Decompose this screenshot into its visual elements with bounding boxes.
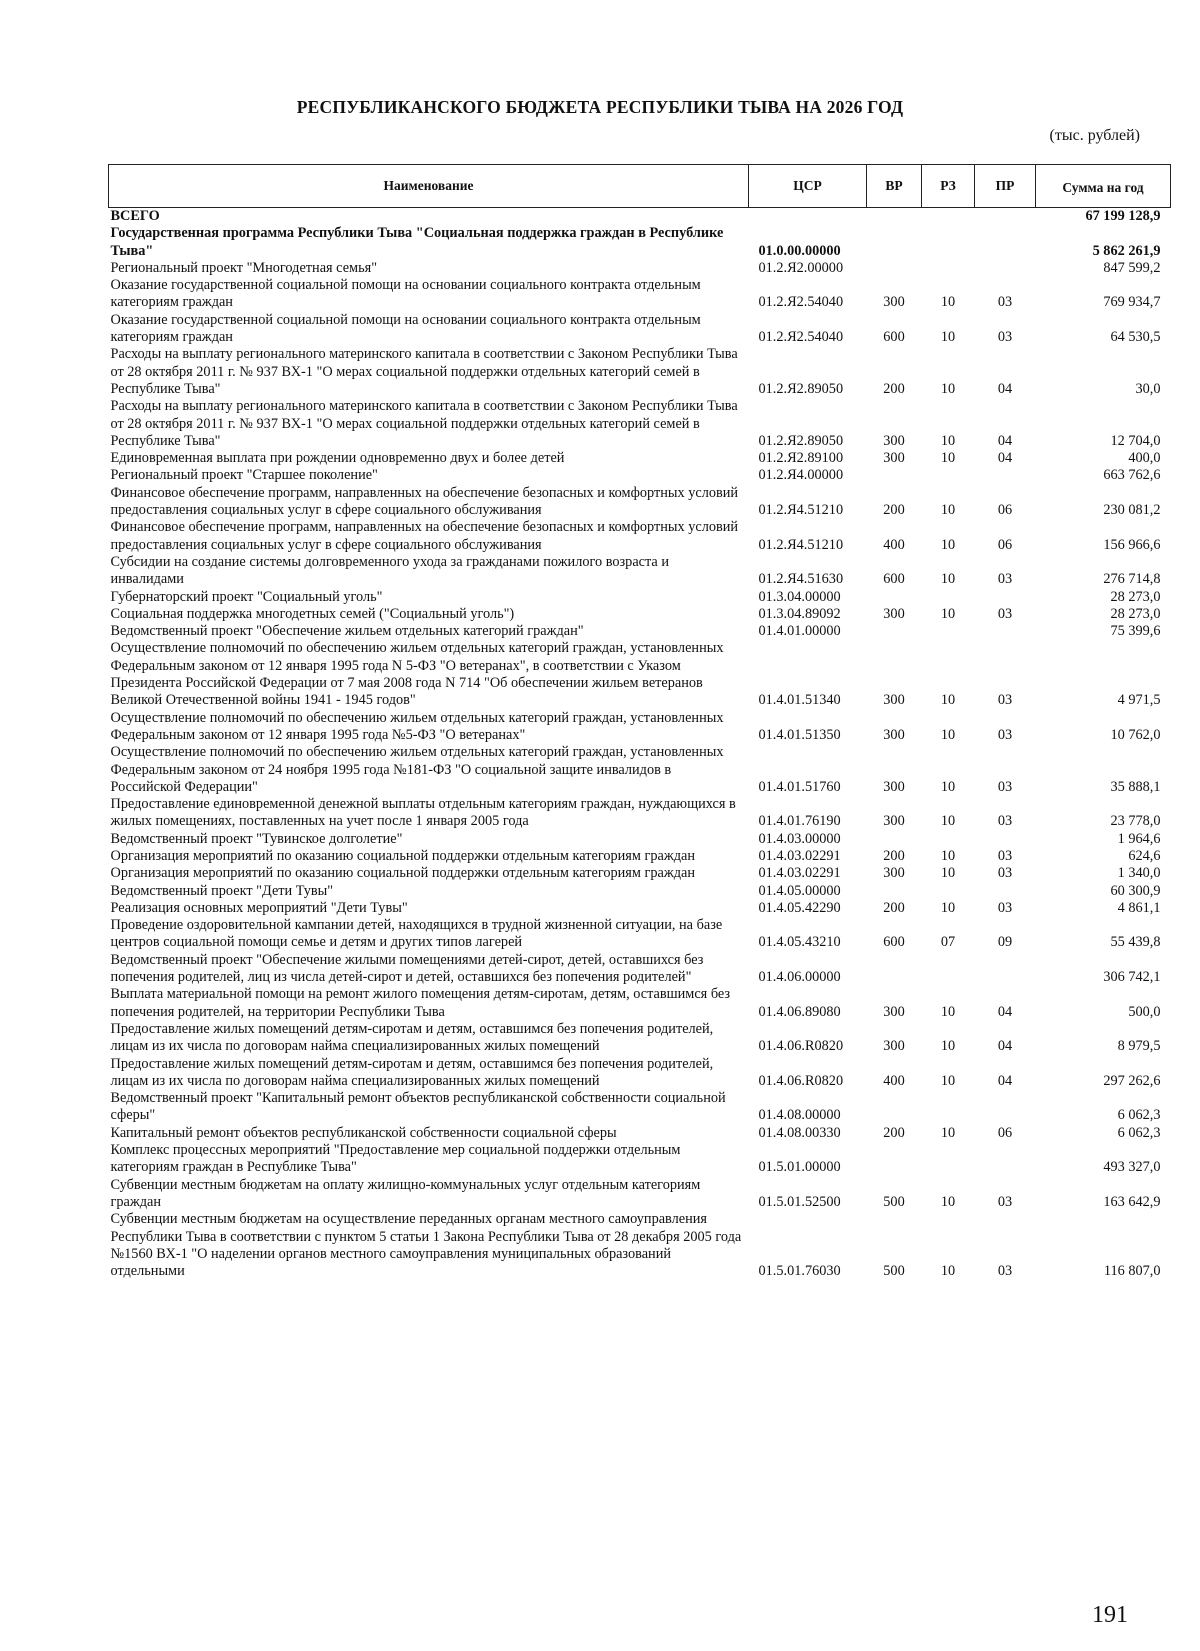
row-csr: 01.2.Я2.00000 [758, 259, 844, 276]
row-name: Ведомственный проект "Тувинское долголетие" [110, 830, 403, 847]
row-rz: 10 [940, 847, 956, 864]
row-vr: 300 [883, 432, 905, 449]
row-vr: 400 [883, 1072, 905, 1089]
total-label: ВСЕГО [110, 208, 160, 224]
row-rz: 10 [940, 778, 956, 795]
row-csr: 01.4.01.51760 [758, 778, 841, 795]
table-row [109, 225, 1171, 260]
row-pr: 04 [997, 432, 1013, 449]
row-pr [975, 260, 1036, 277]
row-csr: 01.4.01.76190 [758, 813, 841, 830]
table-row [109, 1090, 1171, 1125]
row-name: Расходы на выплату регионального материнского капитала в соответствии с Законом Республики Тыва от 28 октября 2011 г. № 937 ВХ-1 "О мерах социальной поддержки отдельных категорий семей в Республике Тыва" [110, 398, 738, 449]
budget-table [108, 164, 1171, 1280]
row-name: Социальная поддержка многодетных семей ("Социальный уголь") [110, 605, 515, 622]
table-row [109, 398, 1171, 450]
row-name: Осуществление полномочий по обеспечению жильем отдельных категорий граждан, установленных Федеральным законом от 24 ноября 1995 года №181-ФЗ "О социальной защите инвалидов в Российской Федерации" [110, 744, 724, 795]
table-row [109, 952, 1171, 987]
row-rz [922, 623, 975, 640]
row-vr [867, 260, 922, 277]
row-pr [975, 952, 1036, 987]
row-pr: 03 [997, 813, 1013, 830]
row-sum: 306 742,1 [1103, 969, 1161, 986]
table-row [109, 346, 1171, 398]
row-csr: 01.4.05.42290 [758, 899, 841, 916]
row-vr: 300 [883, 1003, 905, 1020]
row-csr: 01.4.01.51350 [758, 726, 841, 743]
row-vr [867, 1142, 922, 1177]
table-row [109, 796, 1171, 831]
row-vr: 400 [883, 536, 905, 553]
row-vr [867, 1090, 922, 1125]
row-csr: 01.2.Я4.51210 [758, 536, 844, 553]
row-rz: 10 [940, 1038, 956, 1055]
row-rz: 10 [940, 899, 956, 916]
row-vr: 200 [883, 847, 905, 864]
row-vr: 300 [883, 1038, 905, 1055]
column-header-csr: ЦСР [749, 165, 867, 208]
row-pr: 03 [997, 1263, 1013, 1280]
table-row [109, 831, 1171, 848]
table-row [109, 986, 1171, 1021]
row-name: Ведомственный проект "Обеспечение жилыми помещениями детей-сирот, детей, оставшихся без попечения родителей, лиц из числа детей-сирот и детей, оставшихся без попечения родителей" [110, 951, 704, 986]
row-rz: 10 [940, 432, 956, 449]
row-sum: 28 273,0 [1110, 588, 1161, 605]
row-rz [922, 883, 975, 900]
table-row [109, 1021, 1171, 1056]
row-pr: 03 [997, 778, 1013, 795]
row-name: Проведение оздоровительной кампании детей, находящихся в трудной жизненной ситуации, на базе центров социальной помощи семье и детям и других типов лагерей [110, 917, 723, 951]
row-vr [867, 225, 922, 260]
table-body [109, 208, 1171, 1281]
table-row [109, 450, 1171, 467]
row-name: Организация мероприятий по оказанию социальной поддержки отдельным категориям граждан [110, 865, 695, 882]
row-name: Губернаторский проект "Социальный уголь" [110, 588, 383, 605]
row-name: Ведомственный проект "Капитальный ремонт объектов республиканской собственности социальной сферы" [110, 1090, 726, 1124]
row-vr: 300 [883, 778, 905, 795]
row-name: Расходы на выплату регионального материнского капитала в соответствии с Законом Республики Тыва от 28 октября 2011 г. № 937 ВХ-1 "О мерах социальной поддержки отдельных категорий семей в Республике Тыва" [110, 346, 738, 397]
row-vr: 500 [883, 1263, 905, 1280]
row-name: Финансовое обеспечение программ, направленных на обеспечение безопасных и комфортных условий предоставления социальных услуг в сфере социального обслуживания [110, 519, 739, 553]
row-sum: 156 966,6 [1103, 536, 1161, 553]
row-csr: 01.4.06.R0820 [758, 1072, 844, 1089]
table-row [109, 883, 1171, 900]
row-csr: 01.2.Я4.51210 [758, 502, 844, 519]
row-pr [975, 831, 1036, 848]
row-sum: 30,0 [1135, 380, 1161, 397]
row-rz: 10 [940, 605, 956, 622]
units-label: (тыс. рублей) [1049, 127, 1140, 144]
row-rz [922, 831, 975, 848]
row-sum: 5 862 261,9 [1092, 242, 1161, 259]
row-name: Финансовое обеспечение программ, направленных на обеспечение безопасных и комфортных условий предоставления социальных услуг в сфере социального обслуживания [110, 484, 739, 519]
row-rz: 10 [940, 813, 956, 830]
row-vr: 500 [883, 1193, 905, 1210]
column-header-rz: РЗ [922, 165, 975, 208]
row-csr: 01.4.05.00000 [758, 882, 841, 899]
row-sum: 847 599,2 [1103, 259, 1161, 276]
row-rz [922, 260, 975, 277]
row-name: Единовременная выплата при рождении одновременно двух и более детей [110, 450, 565, 467]
row-csr: 01.4.06.R0820 [758, 1038, 844, 1055]
row-rz: 07 [940, 934, 956, 951]
row-rz: 10 [940, 1003, 956, 1020]
table-row [109, 623, 1171, 640]
table-row [109, 277, 1171, 312]
row-csr: 01.5.01.52500 [758, 1193, 841, 1210]
row-rz [922, 467, 975, 484]
table-row [109, 710, 1171, 745]
row-name: Оказание государственной социальной помощи на основании социального контракта отдельным категориям граждан [110, 277, 701, 311]
row-vr: 300 [883, 813, 905, 830]
row-vr: 300 [883, 692, 905, 709]
row-sum: 60 300,9 [1110, 882, 1161, 899]
row-rz: 10 [940, 865, 956, 882]
row-pr [975, 1142, 1036, 1177]
row-pr [975, 467, 1036, 484]
row-sum: 663 762,6 [1103, 467, 1161, 484]
table-row [109, 900, 1171, 917]
row-sum: 116 807,0 [1103, 1263, 1161, 1280]
row-pr: 04 [997, 1038, 1013, 1055]
row-name: Комплекс процессных мероприятий "Предоставление мер социальной поддержки отдельным категориям граждан в Республике Тыва" [110, 1142, 681, 1176]
row-sum: 624,6 [1128, 847, 1161, 864]
row-vr: 200 [883, 899, 905, 916]
row-vr: 600 [883, 934, 905, 951]
row-sum: 230 081,2 [1103, 502, 1161, 519]
row-csr: 01.2.Я2.89100 [758, 450, 844, 467]
row-rz [922, 952, 975, 987]
row-pr: 03 [997, 571, 1013, 588]
row-csr: 01.5.01.00000 [758, 1159, 841, 1176]
row-sum: 23 778,0 [1110, 813, 1161, 830]
row-csr: 01.4.03.00000 [758, 830, 841, 847]
row-rz: 10 [940, 294, 956, 311]
row-csr: 01.4.08.00000 [758, 1107, 841, 1124]
row-pr: 03 [997, 329, 1013, 346]
table-row [109, 519, 1171, 554]
row-sum: 493 327,0 [1103, 1159, 1161, 1176]
table-row [109, 865, 1171, 882]
row-pr: 04 [997, 1003, 1013, 1020]
row-name: Осуществление полномочий по обеспечению жильем отдельных категорий граждан, установленных Федеральным законом от 12 января 1995 года N 5-ФЗ "О ветеранах", в соответствии с Указом Президента Российской Федерации от 7 мая 2008 года N 714 "Об обеспечении жильем ветеранов Великой Отечественной войны 1941 - 1945 годов" [110, 640, 724, 709]
table-row [109, 1211, 1171, 1280]
table-row [109, 260, 1171, 277]
row-vr: 200 [883, 1124, 905, 1141]
column-header-name: Наименование [109, 165, 749, 208]
row-csr: 01.4.01.51340 [758, 692, 841, 709]
row-pr: 03 [997, 692, 1013, 709]
page-number: 191 [1092, 1602, 1128, 1628]
row-rz: 10 [940, 1263, 956, 1280]
row-csr: 01.2.Я4.51630 [758, 571, 844, 588]
row-name: Оказание государственной социальной помощи на основании социального контракта отдельным категориям граждан [110, 311, 701, 346]
row-rz [922, 589, 975, 606]
row-sum: 1 340,0 [1117, 865, 1161, 882]
row-name: Государственная программа Республики Тыва "Социальная поддержка граждан в Республике Тыва" [110, 225, 724, 259]
row-name: Субвенции местным бюджетам на оплату жилищно-коммунальных услуг отдельным категориям граждан [110, 1176, 701, 1210]
row-pr: 03 [997, 294, 1013, 311]
table-row [109, 1142, 1171, 1177]
row-name: Предоставление жилых помещений детям-сиротам и детям, оставшимся без попечения родителей, лицам из их числа по договорам найма специализированных жилых помещений [110, 1055, 714, 1089]
row-vr: 200 [883, 502, 905, 519]
row-csr: 01.0.00.00000 [758, 242, 841, 259]
table-row [109, 744, 1171, 796]
row-csr: 01.3.04.89092 [758, 605, 841, 622]
total-row [109, 208, 1171, 226]
table-row [109, 917, 1171, 952]
row-sum: 4 971,5 [1117, 692, 1161, 709]
row-rz: 10 [940, 1193, 956, 1210]
row-vr [867, 831, 922, 848]
column-header-vr: ВР [867, 165, 922, 208]
table-row [109, 1177, 1171, 1212]
row-vr: 200 [883, 380, 905, 397]
row-csr: 01.2.Я2.54040 [758, 329, 844, 346]
row-sum: 4 861,1 [1117, 899, 1161, 916]
row-sum: 75 399,6 [1110, 623, 1161, 640]
row-rz: 10 [940, 536, 956, 553]
row-pr: 04 [997, 380, 1013, 397]
row-sum: 55 439,8 [1110, 934, 1161, 951]
row-csr: 01.4.06.00000 [758, 969, 841, 986]
row-pr [975, 623, 1036, 640]
row-pr: 03 [997, 847, 1013, 864]
row-rz: 10 [940, 329, 956, 346]
row-rz: 10 [940, 692, 956, 709]
table-row [109, 848, 1171, 865]
row-sum: 1 964,6 [1117, 830, 1161, 847]
row-pr: 06 [997, 1124, 1013, 1141]
row-sum: 163 642,9 [1103, 1193, 1161, 1210]
row-vr: 300 [883, 726, 905, 743]
table-row [109, 1056, 1171, 1091]
row-sum: 28 273,0 [1110, 605, 1161, 622]
row-vr: 300 [883, 294, 905, 311]
row-csr: 01.2.Я2.54040 [758, 294, 844, 311]
row-pr: 06 [997, 536, 1013, 553]
row-vr [867, 467, 922, 484]
table-row [109, 640, 1171, 709]
table-row [109, 1125, 1171, 1142]
row-sum: 12 704,0 [1110, 432, 1161, 449]
row-rz [922, 225, 975, 260]
row-csr: 01.4.08.00330 [758, 1124, 841, 1141]
row-name: Предоставление жилых помещений детям-сиротам и детям, оставшимся без попечения родителей, лицам из их числа по договорам найма специализированных жилых помещений [110, 1020, 714, 1055]
row-vr [867, 883, 922, 900]
row-sum: 500,0 [1128, 1003, 1161, 1020]
row-name: Выплата материальной помощи на ремонт жилого помещения детям-сиротам, детям, оставшимся без попечения родителей, на территории Республики Тыва [110, 986, 731, 1020]
table-row [109, 485, 1171, 520]
row-pr [975, 1090, 1036, 1125]
row-rz: 10 [940, 1072, 956, 1089]
row-name: Региональный проект "Старшее поколение" [110, 467, 378, 484]
row-rz: 10 [940, 502, 956, 519]
row-csr: 01.2.Я4.00000 [758, 467, 844, 484]
row-csr: 01.4.05.43210 [758, 934, 841, 951]
row-name: Региональный проект "Многодетная семья" [110, 259, 378, 276]
row-name: Субсидии на создание системы долговременного ухода за гражданами пожилого возраста и инвалидами [110, 553, 670, 588]
row-rz [922, 1090, 975, 1125]
table-header [109, 165, 1171, 208]
row-csr: 01.2.Я2.89050 [758, 432, 844, 449]
row-vr [867, 589, 922, 606]
table-row [109, 467, 1171, 484]
row-pr [975, 225, 1036, 260]
row-pr [975, 883, 1036, 900]
row-csr: 01.4.06.89080 [758, 1003, 841, 1020]
column-header-pr: ПР [975, 165, 1036, 208]
row-pr: 03 [997, 1193, 1013, 1210]
row-pr [975, 589, 1036, 606]
table-row [109, 606, 1171, 623]
row-rz: 10 [940, 450, 956, 467]
row-pr: 06 [997, 502, 1013, 519]
row-rz [922, 1142, 975, 1177]
row-csr: 01.4.01.00000 [758, 623, 841, 640]
column-header-sum: Сумма на год [1036, 165, 1171, 208]
row-name: Ведомственный проект "Обеспечение жильем отдельных категорий граждан" [110, 623, 584, 640]
row-rz: 10 [940, 571, 956, 588]
total-sum: 67 199 128,9 [1085, 208, 1161, 224]
row-rz: 10 [940, 380, 956, 397]
row-pr: 03 [997, 865, 1013, 882]
row-name: Организация мероприятий по оказанию социальной поддержки отдельным категориям граждан [110, 847, 695, 864]
row-vr: 600 [883, 329, 905, 346]
row-sum: 6 062,3 [1117, 1107, 1161, 1124]
row-sum: 35 888,1 [1110, 778, 1161, 795]
row-csr: 01.2.Я2.89050 [758, 380, 844, 397]
row-sum: 10 762,0 [1110, 726, 1161, 743]
row-vr: 300 [883, 605, 905, 622]
row-csr: 01.5.01.76030 [758, 1263, 841, 1280]
row-sum: 6 062,3 [1117, 1124, 1161, 1141]
row-pr: 03 [997, 605, 1013, 622]
row-sum: 64 530,5 [1110, 329, 1161, 346]
row-name: Предоставление единовременной денежной выплаты отдельным категориям граждан, нуждающихся в жилых помещениях, поставленных на учет после 1 января 2005 года [110, 796, 736, 830]
row-name: Капитальный ремонт объектов республиканской собственности социальной сферы [110, 1124, 617, 1141]
table-row [109, 312, 1171, 347]
row-pr: 09 [997, 934, 1013, 951]
row-sum: 400,0 [1128, 450, 1161, 467]
row-pr: 04 [997, 450, 1013, 467]
table-row [109, 589, 1171, 606]
row-name: Ведомственный проект "Дети Тувы" [110, 882, 334, 899]
row-vr [867, 952, 922, 987]
row-sum: 8 979,5 [1117, 1038, 1161, 1055]
row-pr: 03 [997, 899, 1013, 916]
row-csr: 01.3.04.00000 [758, 588, 841, 605]
row-csr: 01.4.03.02291 [758, 865, 841, 882]
page-title: РЕСПУБЛИКАНСКОГО БЮДЖЕТА РЕСПУБЛИКИ ТЫВА НА 2026 ГОД [296, 97, 904, 117]
row-csr: 01.4.03.02291 [758, 847, 841, 864]
row-name: Субвенции местным бюджетам на осуществление переданных органам местного самоуправления Республики Тыва в соответствии с пунктом 5 статьи 1 Закона Республики Тыва от 28 декабря 2005 года №1560 ВХ-1 "О наделении органов местного самоуправления муниципальных образований отдельными [110, 1211, 742, 1280]
row-vr: 600 [883, 571, 905, 588]
row-sum: 276 714,8 [1103, 571, 1161, 588]
row-sum: 297 262,6 [1103, 1072, 1161, 1089]
row-pr: 03 [997, 726, 1013, 743]
row-vr [867, 623, 922, 640]
row-rz: 10 [940, 726, 956, 743]
row-name: Реализация основных мероприятий "Дети Тувы" [110, 899, 408, 916]
row-vr: 300 [883, 450, 905, 467]
row-sum: 769 934,7 [1103, 294, 1161, 311]
table-row [109, 554, 1171, 589]
row-rz: 10 [940, 1124, 956, 1141]
row-name: Осуществление полномочий по обеспечению жильем отдельных категорий граждан, установленных Федеральным законом от 12 января 1995 года №5-ФЗ "О ветеранах" [110, 709, 724, 743]
row-vr: 300 [883, 865, 905, 882]
row-pr: 04 [997, 1072, 1013, 1089]
